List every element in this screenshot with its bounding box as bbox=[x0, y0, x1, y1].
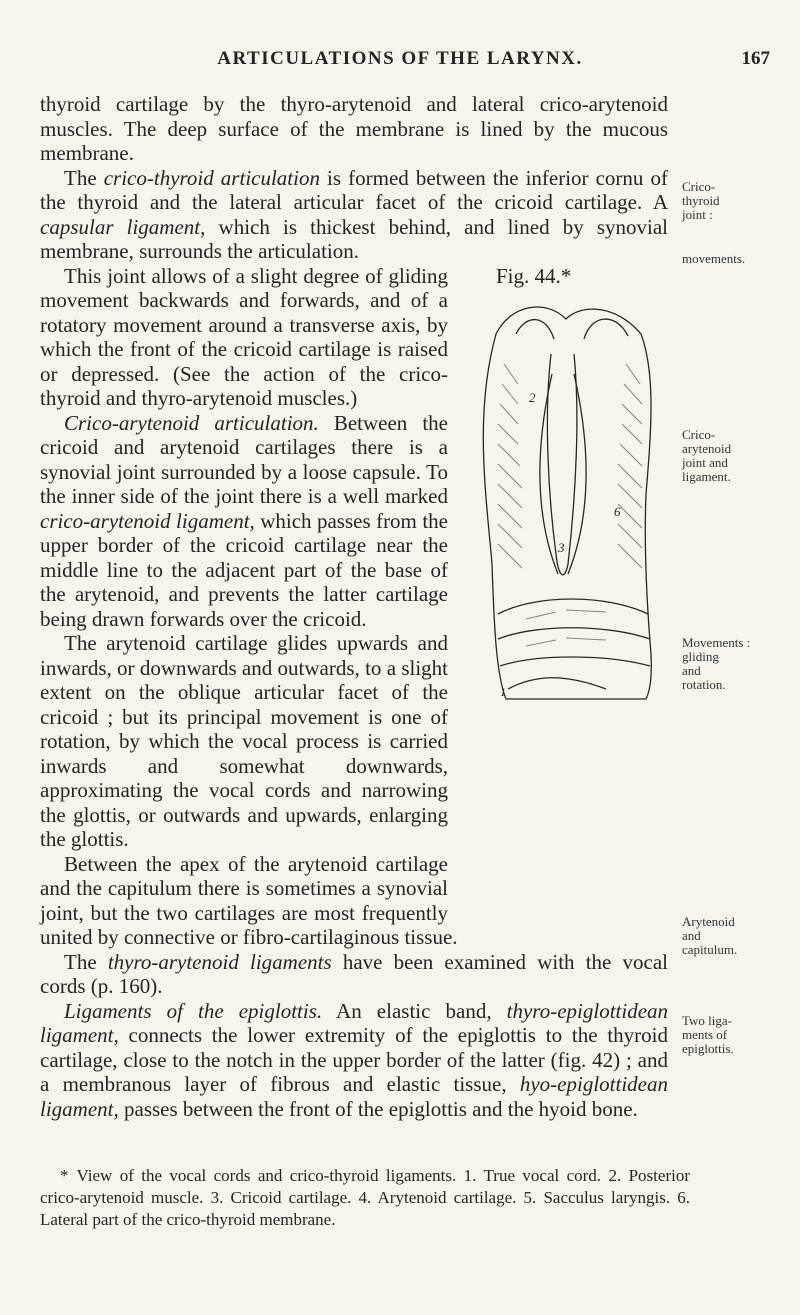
italic-term: hyo-epiglottidean ligament, bbox=[40, 1072, 668, 1121]
page-number: 167 bbox=[741, 48, 770, 69]
larynx-engraving bbox=[456, 294, 668, 724]
margin-note-line: joint : bbox=[682, 207, 713, 222]
margin-note-crico-arytenoid-joint bbox=[682, 428, 798, 484]
italic-term: crico-arytenoid ligament, bbox=[40, 508, 255, 533]
text-run: which passes from the upper border of the cricoid cartilage near the middle line to the adjacent part of the base of the arytenoid, and prevents the latter cartilage being drawn forwards over the cricoid. bbox=[40, 508, 448, 631]
margin-note-line: ments of bbox=[682, 1027, 728, 1042]
italic-term: Crico-arytenoid articulation. bbox=[64, 410, 319, 435]
margin-note-line: capitulum. bbox=[682, 942, 738, 957]
margin-note-line: Crico- bbox=[682, 179, 716, 194]
figure-label-2: 2 bbox=[529, 389, 536, 405]
italic-term: Ligaments of the epiglottis. bbox=[64, 998, 323, 1023]
figure-label-6: 6 bbox=[614, 503, 621, 519]
margin-note-line: Crico- bbox=[682, 427, 716, 442]
figure-44 bbox=[456, 264, 668, 920]
margin-note-line: Arytenoid bbox=[682, 914, 735, 929]
margin-note-line: Two liga- bbox=[682, 1013, 732, 1028]
margin-note-line: movements. bbox=[682, 251, 746, 266]
text-run: thyroid cartilage by the thyro-arytenoid and lateral crico-arytenoid muscles. The deep surface of the membrane is lined by the mucous membrane. bbox=[40, 92, 668, 165]
figure-label-3: 3 bbox=[558, 539, 565, 555]
margin-note-movements-gliding bbox=[682, 636, 798, 692]
running-head bbox=[0, 48, 800, 78]
paragraph bbox=[40, 999, 668, 1122]
italic-term: crico-thyroid articulation bbox=[103, 165, 320, 190]
running-title: ARTICULATIONS OF THE LARYNX. bbox=[217, 48, 583, 69]
text-run: have been examined with the vocal cords (p. 160). bbox=[40, 949, 669, 998]
text-run: Between the apex of the arytenoid cartilage and the capitulum there is sometimes a synovial joint, but the two cartilages are most frequently united by connective or fibro-cartilaginous tissue. bbox=[40, 851, 458, 949]
margin-note-crico-thyroid-joint bbox=[682, 180, 798, 222]
figure-label-1: 1 bbox=[500, 684, 506, 699]
margin-note-line: epiglottis. bbox=[682, 1041, 734, 1056]
paragraph bbox=[40, 92, 668, 166]
text-run: The bbox=[64, 949, 108, 974]
margin-note-line: rotation. bbox=[682, 677, 726, 692]
text-run: passes between the front of the epiglottis and the hyoid bone. bbox=[118, 1096, 638, 1121]
margin-note-line: Movements : bbox=[682, 635, 751, 650]
margin-note-epiglottis-ligaments bbox=[682, 1014, 798, 1056]
margin-note-line: and bbox=[682, 663, 701, 678]
footnote-mark: * bbox=[60, 1166, 69, 1185]
text-run: Between the cricoid and arytenoid cartilages there is a synovial joint surrounded by a loose capsule. To the inner side of the joint there is a well marked bbox=[40, 410, 448, 508]
margin-note-movements bbox=[682, 252, 798, 266]
text-run: which is thickest behind, and lined by synovial membrane, surrounds the articulation. bbox=[40, 214, 668, 263]
margin-note-line: arytenoid bbox=[682, 441, 732, 456]
paragraph bbox=[40, 166, 668, 264]
text-run: The bbox=[64, 165, 104, 190]
italic-term: thyro-epiglottidean ligament, bbox=[40, 998, 669, 1047]
paragraph bbox=[40, 950, 668, 999]
text-run: connects the lower extremity of the epiglottis to the thyroid cartilage, close to the notch in the upper border of the latter (fig. 42) ; and a membranous layer of fibrous and elastic tissue, bbox=[40, 1023, 668, 1096]
margin-note-arytenoid-capitulum bbox=[682, 915, 798, 957]
body-text bbox=[40, 92, 668, 1121]
text-run: The arytenoid cartilage glides upwards and inwards, or downwards and outwards, to a slight extent on the oblique articular facet of the cricoid ; but its principal movement is one of rotation, by which the vocal process is carried inwards and somewhat downwards, approximating the vocal cords and narrowing the glottis, or outwards and upwards, enlarging the glottis. bbox=[40, 631, 448, 851]
figure-caption: Fig. 44.* bbox=[496, 263, 572, 288]
text-run: This joint allows of a slight degree of gliding movement backwards and forwards, and of a rotatory movement around a transverse axis, by which the front of the cricoid cartilage is raised or depressed. (See the action of the crico-thyroid and thyro-arytenoid muscles.) bbox=[40, 263, 448, 410]
margin-note-line: and bbox=[682, 928, 701, 943]
text-run: An elastic band, bbox=[322, 998, 507, 1023]
margin-note-line: joint and bbox=[682, 455, 728, 470]
footnote bbox=[40, 1165, 690, 1231]
footnote-text: View of the vocal cords and crico-thyroid ligaments. 1. True vocal cord. 2. Posterior crico-arytenoid muscle. 3. Cricoid cartilage. 4. Arytenoid cartilage. 5. Sacculus laryngis. 6. Lateral part of the crico-thyroid membrane. bbox=[40, 1166, 690, 1229]
text-run: is formed between the inferior cornu of the thyroid and the lateral articular facet of the cricoid cartilage. A bbox=[40, 165, 668, 214]
italic-term: thyro-arytenoid ligaments bbox=[107, 949, 332, 974]
margin-note-line: thyroid bbox=[682, 193, 720, 208]
margin-note-line: gliding bbox=[682, 649, 719, 664]
italic-term: capsular ligament, bbox=[40, 214, 206, 239]
margin-note-line: ligament. bbox=[682, 469, 731, 484]
